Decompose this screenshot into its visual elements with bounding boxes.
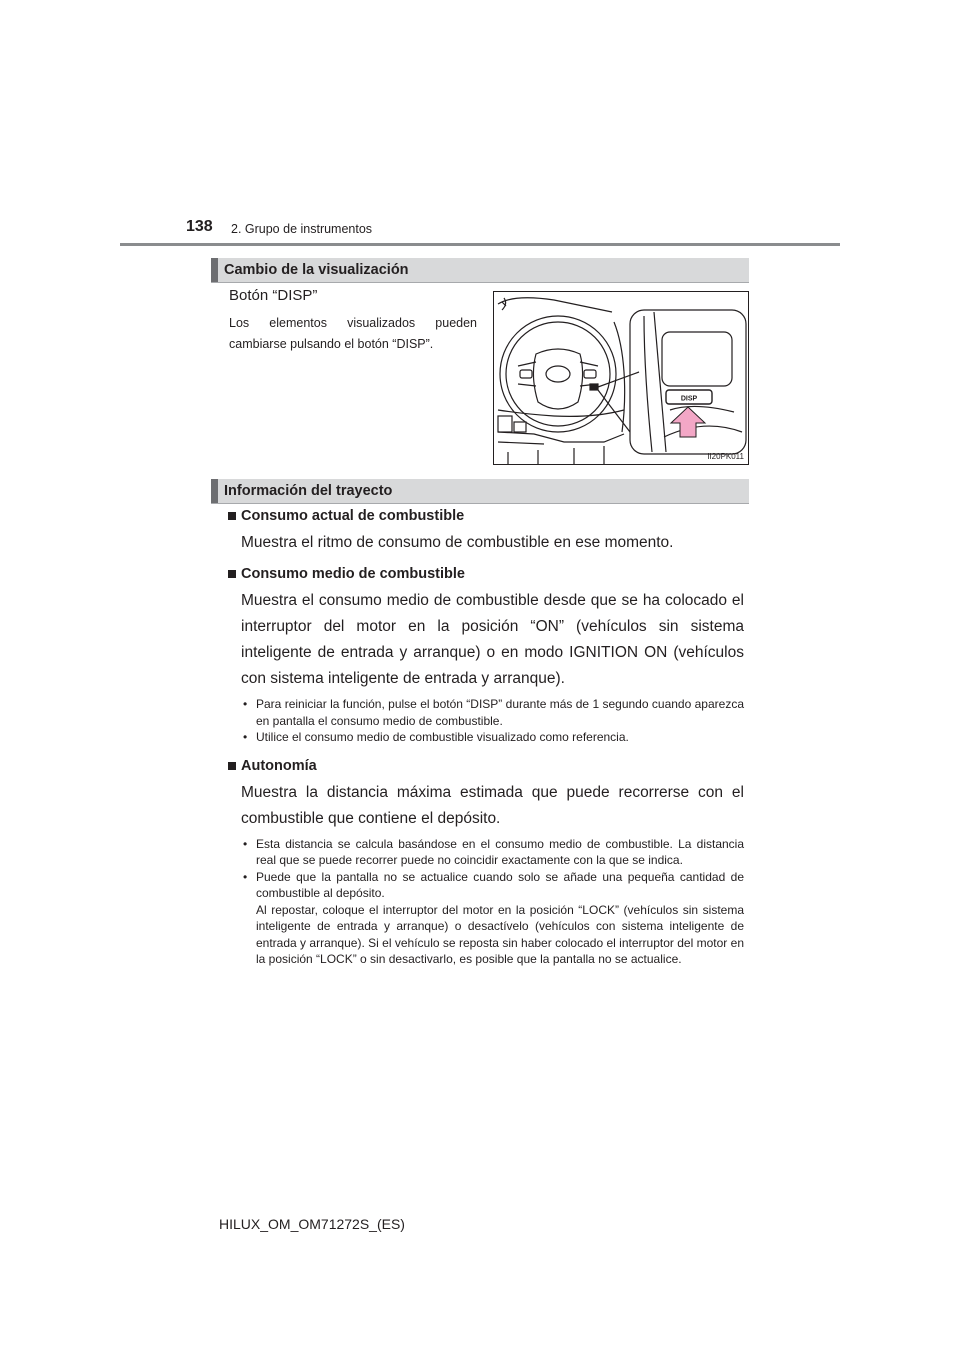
note-list bbox=[241, 836, 744, 968]
section-heading-tab bbox=[211, 479, 218, 503]
section-heading-title: Información del trayecto bbox=[224, 483, 393, 499]
running-title: 2. Grupo de instrumentos bbox=[231, 222, 373, 236]
note-item: • Puede que la pantalla no se actualice cuando solo se añade una pequeña cantidad de combustible al depósito. Al repostar, coloque el interruptor del motor en la posición “LOCK” (vehículos sin sistema inteligente de entrada y arranque) o desactívelo (vehículos con sistema inteligente de entrada y arranque). Si el vehículo se reposta sin haber colocado el interruptor del motor en la posición “LOCK” o sin desactivarlo, es posible que la pantalla no se actualice. bbox=[243, 869, 744, 966]
note-list bbox=[241, 696, 744, 746]
disp-button-graphic bbox=[666, 390, 712, 404]
item-title-text: Consumo actual de combustible bbox=[241, 508, 465, 524]
page-number: 138 bbox=[186, 218, 213, 235]
item-consumo-medio bbox=[228, 566, 744, 746]
item-title bbox=[228, 508, 744, 524]
item-body: Muestra la distancia máxima estimada que puede recorrerse con el combustible que contiene el depósito. bbox=[241, 783, 744, 827]
disp-button-label: DISP bbox=[680, 395, 698, 403]
steering-wheel-drawing bbox=[494, 292, 749, 465]
item-title-text: Autonomía bbox=[241, 757, 317, 774]
square-bullet-icon bbox=[228, 512, 236, 520]
section-heading-title: Cambio de la visualización bbox=[224, 262, 409, 278]
trip-information-content bbox=[228, 508, 744, 968]
section-heading-cambio-visualizacion bbox=[211, 258, 749, 283]
document-code: HILUX_OM_OM71272S_(ES) bbox=[219, 1216, 405, 1232]
item-autonomia bbox=[228, 758, 744, 968]
note-item: • Para reiniciar la función, pulse el botón “DISP” durante más de 1 segundo cuando aparezca en pantalla el consumo medio de combustible. bbox=[243, 697, 744, 728]
section-heading-informacion-trayecto bbox=[211, 479, 749, 504]
item-title bbox=[228, 566, 744, 582]
steering-wheel-illustration bbox=[493, 291, 749, 465]
item-body: Muestra el consumo medio de combustible desde que se ha colocado el interruptor del motor en la posición “ON” (vehículos sin sistema inteligente de entrada y arranque) o en modo IGNITION ON (vehículos con sistema inteligente de entrada y arranque). bbox=[241, 592, 744, 687]
disp-button-title: Botón “DISP” bbox=[229, 287, 318, 304]
square-bullet-icon bbox=[228, 570, 236, 578]
square-bullet-icon bbox=[228, 762, 236, 770]
figure-code: II20PK011 bbox=[707, 452, 744, 461]
item-body: Muestra el ritmo de consumo de combustible en ese momento. bbox=[241, 534, 674, 551]
section-heading-tab bbox=[211, 258, 218, 282]
disp-button-description: Los elementos visualizados pueden cambiarse pulsando el botón “DISP”. bbox=[229, 316, 477, 351]
item-title bbox=[228, 758, 744, 774]
item-title-text: Consumo medio de combustible bbox=[241, 566, 465, 582]
header-divider bbox=[120, 243, 840, 246]
item-consumo-actual bbox=[228, 508, 744, 556]
note-item: • Esta distancia se calcula basándose en el consumo medio de combustible. La distancia real que se puede recorrer puede no coincidir exactamente con la que se indica. bbox=[243, 836, 744, 867]
note-item: • Utilice el consumo medio de combustible visualizado como referencia. bbox=[243, 730, 629, 744]
